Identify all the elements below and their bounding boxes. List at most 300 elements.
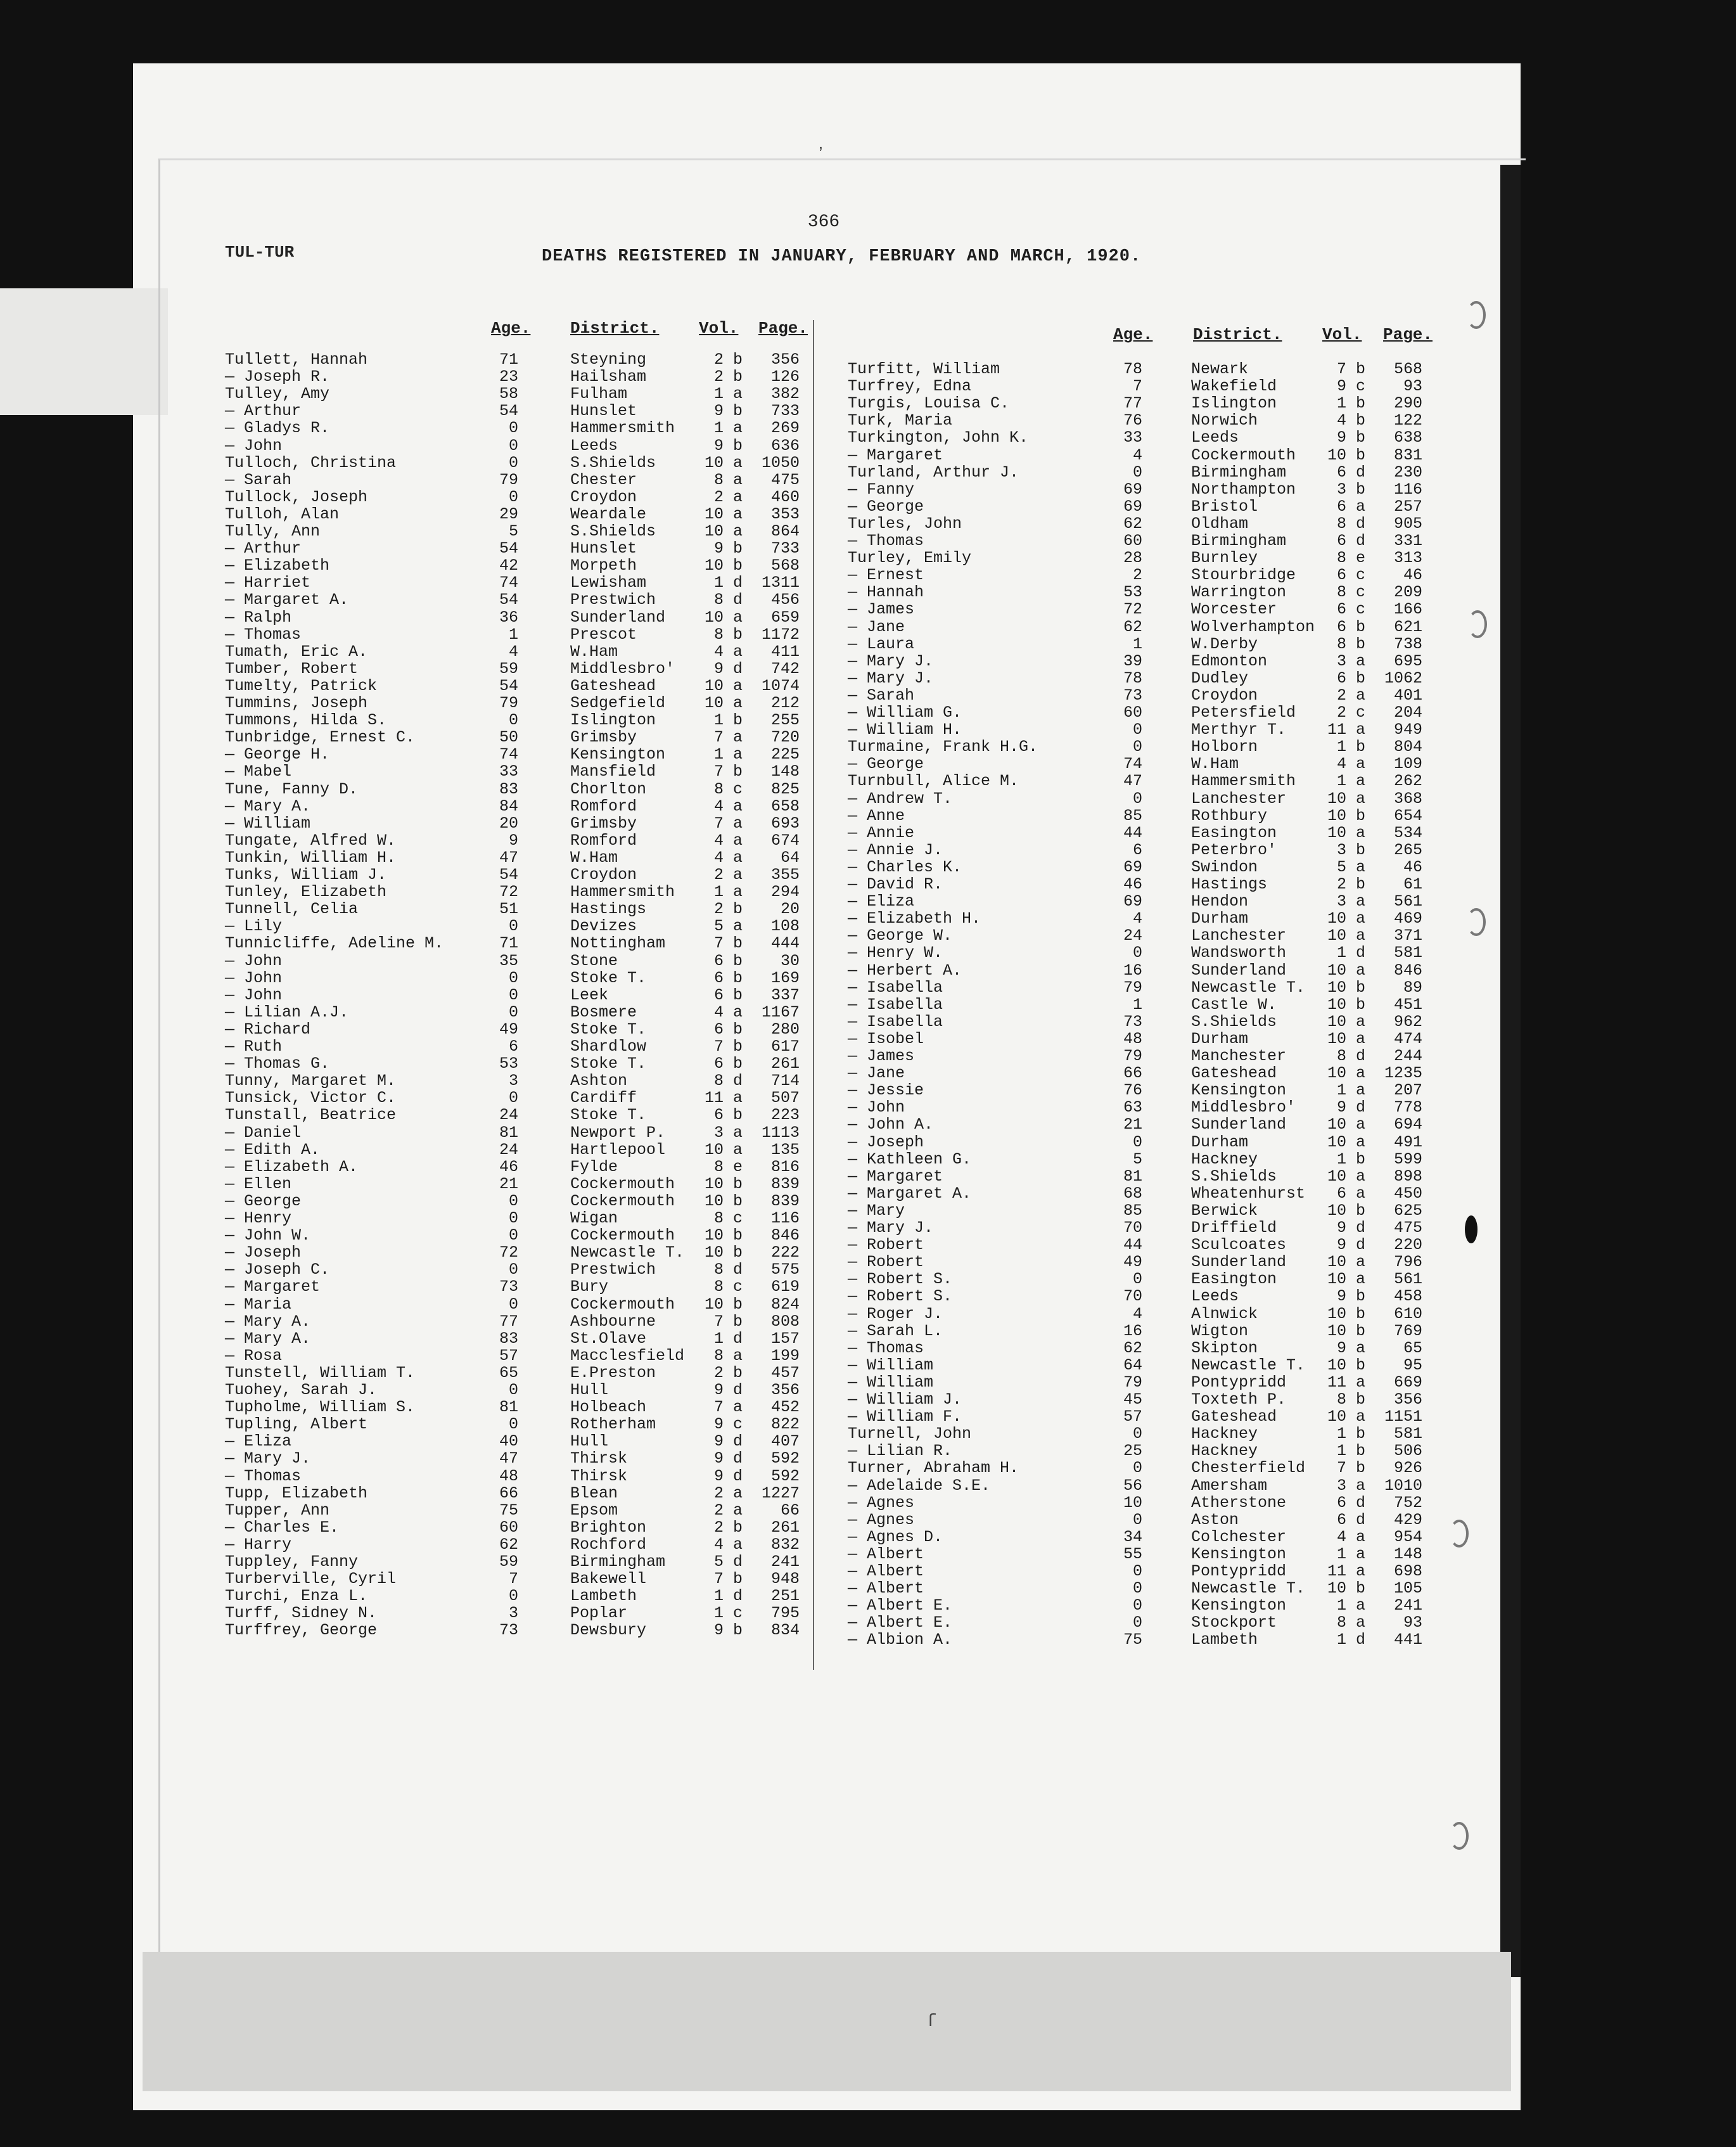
entry-page: 371 xyxy=(1393,926,1422,945)
entry-age: 29 xyxy=(499,504,518,523)
entry-age: 69 xyxy=(1123,497,1142,516)
entry-district: Chesterfield xyxy=(1191,1459,1306,1478)
register-entry xyxy=(0,1081,1736,1098)
entry-district: Nottingham xyxy=(570,934,666,953)
entry-age: 54 xyxy=(499,539,518,558)
entry-page: 95 xyxy=(1403,1355,1422,1375)
entry-name: — George xyxy=(848,497,924,516)
entry-name: Turffrey, George xyxy=(225,1621,378,1640)
entry-vol: 2 b xyxy=(1336,875,1365,894)
punch-hole xyxy=(1450,1520,1469,1548)
register-entry xyxy=(0,1407,1736,1425)
entry-age: 28 xyxy=(1123,549,1142,568)
entry-page: 839 xyxy=(770,1174,800,1193)
entry-age: 54 xyxy=(499,866,518,884)
entry-vol: 6 a xyxy=(1336,497,1365,516)
entry-age: 0 xyxy=(1132,944,1142,963)
entry-vol: 6 b xyxy=(713,951,743,970)
entry-page: 905 xyxy=(1393,514,1422,533)
entry-name: — John xyxy=(225,951,283,970)
entry-district: Hull xyxy=(570,1432,609,1451)
entry-age: 75 xyxy=(499,1501,518,1520)
entry-page: 265 xyxy=(1393,840,1422,859)
entry-age: 71 xyxy=(499,350,518,369)
entry-vol: 10 b xyxy=(704,1174,743,1193)
entry-page: 864 xyxy=(770,522,800,541)
entry-vol: 10 a xyxy=(1327,789,1365,808)
entry-district: Newport P. xyxy=(570,1123,666,1142)
entry-vol: 2 a xyxy=(713,487,743,506)
entry-page: 261 xyxy=(770,1054,800,1074)
entry-age: 58 xyxy=(499,385,518,404)
entry-page: 592 xyxy=(770,1466,800,1485)
register-entry xyxy=(0,532,1736,549)
entry-age: 76 xyxy=(1123,411,1142,430)
entry-district: Wandsworth xyxy=(1191,944,1287,963)
entry-district: Romford xyxy=(570,831,637,850)
entry-name: Turfrey, Edna xyxy=(848,377,972,396)
register-entry xyxy=(0,1528,1736,1545)
entry-district: Dewsbury xyxy=(570,1621,647,1640)
entry-vol: 9 d xyxy=(1336,1219,1365,1237)
entry-vol: 9 d xyxy=(1336,1098,1365,1117)
entry-vol: 1 a xyxy=(1336,772,1365,791)
entry-page: 506 xyxy=(1393,1442,1422,1461)
entry-district: Pontypridd xyxy=(1191,1562,1287,1580)
entry-vol: 1 a xyxy=(1336,1596,1365,1615)
entry-district: Thirsk xyxy=(570,1449,628,1468)
entry-name: — William xyxy=(848,1355,934,1375)
entry-district: Stoke T. xyxy=(570,968,647,987)
entry-district: Prestwich xyxy=(570,591,656,610)
entry-name: — Isabella xyxy=(848,1012,943,1031)
entry-name: — Margaret xyxy=(848,445,943,465)
register-entry xyxy=(0,1390,1736,1407)
register-entry xyxy=(0,1373,1736,1390)
entry-page: 846 xyxy=(770,1226,800,1245)
entry-vol: 10 b xyxy=(1327,1355,1365,1375)
left-vol-header: Vol. xyxy=(699,319,739,338)
entry-name: — Albert xyxy=(848,1562,924,1580)
entry-vol: 9 d xyxy=(713,1466,743,1485)
register-entry xyxy=(0,790,1736,807)
register-entry xyxy=(0,1098,1736,1115)
entry-page: 949 xyxy=(1393,721,1422,740)
entry-vol: 2 a xyxy=(1336,686,1365,705)
register-entry xyxy=(0,1150,1736,1167)
entry-page: 1050 xyxy=(761,453,800,472)
entry-name: — Mabel xyxy=(225,762,292,781)
register-entry xyxy=(0,446,1736,463)
entry-district: Wigan xyxy=(570,1209,618,1227)
entry-vol: 9 b xyxy=(1336,1287,1365,1306)
register-entry xyxy=(0,1305,1736,1322)
register-entry xyxy=(0,1013,1736,1030)
entry-name: — Herbert A. xyxy=(848,961,962,980)
entry-name: — George xyxy=(225,1191,302,1210)
entry-vol: 10 a xyxy=(1327,961,1365,980)
entry-name: — Thomas xyxy=(225,625,302,644)
entry-age: 59 xyxy=(499,659,518,678)
entry-page: 411 xyxy=(770,642,800,661)
entry-page: 222 xyxy=(770,1243,800,1262)
entry-vol: 6 d xyxy=(1336,463,1365,482)
entry-district: Chorlton xyxy=(570,779,647,798)
entry-district: Hailsham xyxy=(570,368,647,387)
entry-page: 66 xyxy=(780,1501,800,1520)
entry-name: — John W. xyxy=(225,1226,311,1245)
register-entry xyxy=(0,583,1736,600)
entry-district: W.Derby xyxy=(1191,634,1258,653)
entry-age: 83 xyxy=(499,1329,518,1348)
entry-page: 610 xyxy=(1393,1304,1422,1323)
entry-name: — Margaret A. xyxy=(225,591,349,610)
entry-name: — Eliza xyxy=(848,892,915,911)
entry-district: Stockport xyxy=(1191,1613,1277,1632)
entry-age: 4 xyxy=(508,642,518,661)
entry-vol: 11 a xyxy=(1327,1373,1365,1392)
register-entry xyxy=(0,480,1736,497)
entry-name: Turberville, Cyril xyxy=(225,1570,397,1589)
entry-page: 261 xyxy=(770,1518,800,1537)
entry-vol: 1 a xyxy=(713,745,743,764)
entry-page: 1167 xyxy=(761,1003,800,1022)
entry-page: 429 xyxy=(1393,1510,1422,1529)
entry-name: — Roger J. xyxy=(848,1304,943,1323)
entry-age: 24 xyxy=(499,1106,518,1125)
entry-vol: 8 d xyxy=(713,591,743,610)
entry-page: 93 xyxy=(1403,377,1422,396)
entry-name: Tumber, Robert xyxy=(225,659,359,678)
entry-name: — Robert xyxy=(848,1236,924,1255)
entry-page: 20 xyxy=(780,900,800,919)
entry-age: 0 xyxy=(508,711,518,730)
entry-name: — Ellen xyxy=(225,1174,292,1193)
entry-page: 46 xyxy=(1403,857,1422,876)
entry-age: 79 xyxy=(1123,1047,1142,1065)
entry-age: 73 xyxy=(499,1278,518,1297)
entry-vol: 10 a xyxy=(1327,1407,1365,1426)
left-age-header: Age. xyxy=(491,319,531,338)
entry-age: 0 xyxy=(508,1209,518,1227)
entry-name: — Mary A. xyxy=(225,1329,311,1348)
register-entry xyxy=(0,875,1736,892)
entry-district: Wakefield xyxy=(1191,377,1277,396)
entry-age: 0 xyxy=(508,487,518,506)
entry-vol: 10 a xyxy=(704,504,743,523)
entry-age: 44 xyxy=(1123,1236,1142,1255)
entry-district: Croydon xyxy=(1191,686,1258,705)
entry-vol: 10 a xyxy=(1327,1167,1365,1186)
entry-name: Turnbull, Alice M. xyxy=(848,772,1019,791)
entry-page: 241 xyxy=(1393,1596,1422,1615)
entry-district: Manchester xyxy=(1191,1047,1287,1065)
entry-vol: 7 b xyxy=(1336,1459,1365,1478)
entry-district: Devizes xyxy=(570,917,637,936)
entry-age: 0 xyxy=(1132,789,1142,808)
entry-district: Atherstone xyxy=(1191,1493,1287,1512)
entry-page: 898 xyxy=(1393,1167,1422,1186)
entry-page: 804 xyxy=(1393,738,1422,757)
entry-name: Turley, Emily xyxy=(848,549,972,568)
entry-vol: 3 a xyxy=(1336,1476,1365,1495)
entry-vol: 8 a xyxy=(713,1346,743,1365)
entry-page: 382 xyxy=(770,385,800,404)
entry-age: 54 xyxy=(499,402,518,421)
entry-vol: 10 a xyxy=(704,694,743,712)
entry-age: 63 xyxy=(1123,1098,1142,1117)
entry-age: 0 xyxy=(1132,1132,1142,1151)
entry-page: 451 xyxy=(1393,995,1422,1014)
entry-name: — Fanny xyxy=(848,480,915,499)
entry-age: 72 xyxy=(499,883,518,902)
entry-page: 290 xyxy=(1393,394,1422,413)
entry-district: Birmingham xyxy=(570,1553,666,1571)
entry-district: Stoke T. xyxy=(570,1106,647,1125)
register-entry xyxy=(0,566,1736,583)
entry-district: W.Ham xyxy=(570,848,618,867)
entry-page: 368 xyxy=(1393,789,1422,808)
entry-name: — Ralph xyxy=(225,608,292,627)
entry-page: 619 xyxy=(770,1278,800,1297)
entry-name: — David R. xyxy=(848,875,943,894)
entry-district: Hackney xyxy=(1191,1442,1258,1461)
entry-district: Holborn xyxy=(1191,738,1258,757)
entry-name: Tune, Fanny D. xyxy=(225,779,359,798)
entry-name: — William xyxy=(848,1373,934,1392)
entry-name: — Adelaide S.E. xyxy=(848,1476,991,1495)
entry-page: 126 xyxy=(770,368,800,387)
entry-vol: 7 a xyxy=(713,1398,743,1417)
entry-district: Grimsby xyxy=(570,814,637,833)
entry-district: Burnley xyxy=(1191,549,1258,568)
entry-age: 0 xyxy=(508,1226,518,1245)
entry-vol: 8 a xyxy=(713,470,743,489)
entry-page: 568 xyxy=(770,556,800,575)
entry-age: 3 xyxy=(508,1604,518,1623)
entry-district: Lewisham xyxy=(570,574,647,593)
entry-name: — Lilian R. xyxy=(848,1442,953,1461)
entry-district: Wigton xyxy=(1191,1321,1249,1340)
entry-vol: 10 b xyxy=(1327,995,1365,1014)
entry-page: 846 xyxy=(1393,961,1422,980)
register-entry xyxy=(0,1356,1736,1373)
entry-vol: 10 b xyxy=(704,1295,743,1314)
register-entry xyxy=(0,1562,1736,1579)
entry-age: 9 xyxy=(508,831,518,850)
entry-age: 0 xyxy=(508,968,518,987)
entry-page: 209 xyxy=(1393,583,1422,602)
entry-vol: 3 a xyxy=(1336,651,1365,670)
entry-name: — Joseph R. xyxy=(225,368,330,387)
register-entry xyxy=(0,1287,1736,1304)
entry-name: — Margaret A. xyxy=(848,1184,972,1203)
entry-name: — Arthur xyxy=(225,539,302,558)
entry-age: 48 xyxy=(1123,1029,1142,1048)
entry-vol: 8 c xyxy=(713,779,743,798)
entry-age: 0 xyxy=(1132,1562,1142,1580)
entry-vol: 5 a xyxy=(1336,857,1365,876)
entry-vol: 8 b xyxy=(713,625,743,644)
entry-vol: 6 d xyxy=(1336,1493,1365,1512)
entry-age: 0 xyxy=(1132,721,1142,740)
entry-age: 25 xyxy=(1123,1442,1142,1461)
entry-district: Bakewell xyxy=(570,1570,647,1589)
entry-page: 457 xyxy=(770,1363,800,1382)
entry-district: Lambeth xyxy=(1191,1631,1258,1650)
entry-page: 491 xyxy=(1393,1132,1422,1151)
entry-vol: 10 a xyxy=(1327,1253,1365,1272)
entry-district: Hunslet xyxy=(570,402,637,421)
entry-page: 954 xyxy=(1393,1527,1422,1546)
register-entry xyxy=(0,394,1736,411)
entry-page: 658 xyxy=(770,797,800,816)
entry-district: Hammersmith xyxy=(570,883,675,902)
entry-page: 148 xyxy=(1393,1544,1422,1563)
entry-name: — Anne xyxy=(848,806,905,825)
entry-age: 5 xyxy=(508,522,518,541)
entry-name: — Mary J. xyxy=(848,1219,934,1237)
entry-name: Turkington, John K. xyxy=(848,428,1029,447)
entry-district: Warrington xyxy=(1191,583,1287,602)
entry-vol: 6 d xyxy=(1336,532,1365,550)
entry-name: — George xyxy=(848,755,924,774)
entry-vol: 10 a xyxy=(1327,1064,1365,1083)
entry-vol: 6 b xyxy=(713,1020,743,1039)
entry-age: 54 xyxy=(499,676,518,695)
entry-vol: 2 b xyxy=(713,1518,743,1537)
entry-age: 72 xyxy=(499,1243,518,1262)
entry-page: 625 xyxy=(1393,1201,1422,1220)
entry-name: — Mary J. xyxy=(848,651,934,670)
entry-vol: 9 c xyxy=(1336,377,1365,396)
entry-page: 251 xyxy=(770,1587,800,1606)
punch-hole xyxy=(1468,610,1487,638)
entry-page: 832 xyxy=(770,1535,800,1554)
entry-page: 816 xyxy=(770,1157,800,1176)
entry-name: — Sarah xyxy=(225,470,292,489)
entry-district: Peterbro' xyxy=(1191,840,1277,859)
entry-age: 62 xyxy=(1123,514,1142,533)
entry-name: — John xyxy=(225,436,283,455)
entry-page: 1062 xyxy=(1384,669,1422,688)
entry-district: Sunderland xyxy=(1191,1115,1287,1134)
entry-vol: 6 b xyxy=(1336,617,1365,636)
entry-name: Tunks, William J. xyxy=(225,866,387,884)
entry-vol: 6 b xyxy=(713,1054,743,1074)
entry-vol: 10 a xyxy=(1327,1012,1365,1031)
entry-district: Gateshead xyxy=(1191,1064,1277,1083)
entry-district: Sedgefield xyxy=(570,694,666,712)
entry-name: — James xyxy=(848,1047,915,1065)
entry-age: 4 xyxy=(1132,909,1142,928)
entry-name: — Albert E. xyxy=(848,1613,953,1632)
entry-page: 669 xyxy=(1393,1373,1422,1392)
entry-district: Holbeach xyxy=(570,1398,647,1417)
entry-vol: 2 b xyxy=(713,1363,743,1382)
entry-age: 73 xyxy=(1123,686,1142,705)
entry-name: — Albert xyxy=(848,1579,924,1598)
entry-age: 69 xyxy=(1123,480,1142,499)
register-entry xyxy=(0,1579,1736,1596)
entry-name: — Lilian A.J. xyxy=(225,1003,349,1022)
entry-district: Epsom xyxy=(570,1501,618,1520)
entry-name: Tungate, Alfred W. xyxy=(225,831,397,850)
entry-age: 0 xyxy=(508,985,518,1004)
entry-age: 36 xyxy=(499,608,518,627)
entry-age: 47 xyxy=(499,1449,518,1468)
entry-district: Swindon xyxy=(1191,857,1258,876)
register-entry xyxy=(0,1613,1736,1631)
entry-district: Sunderland xyxy=(570,608,666,627)
entry-district: Croydon xyxy=(570,866,637,884)
entry-district: Driffield xyxy=(1191,1219,1277,1237)
entry-page: 89 xyxy=(1403,978,1422,997)
entry-name: — John xyxy=(848,1098,905,1117)
punch-hole xyxy=(1467,301,1486,329)
register-entry xyxy=(0,1425,1736,1442)
entry-vol: 1 a xyxy=(1336,1081,1365,1100)
entry-vol: 9 d xyxy=(1336,1236,1365,1255)
entry-age: 60 xyxy=(1123,703,1142,722)
entry-district: Kensington xyxy=(1191,1596,1287,1615)
entry-name: Tupling, Albert xyxy=(225,1415,368,1434)
entry-name: — Daniel xyxy=(225,1123,302,1142)
entry-page: 30 xyxy=(780,951,800,970)
entry-page: 458 xyxy=(1393,1287,1422,1306)
entry-district: Rothbury xyxy=(1191,806,1268,825)
entry-vol: 10 a xyxy=(704,522,743,541)
entry-name: — Isabella xyxy=(848,978,943,997)
entry-district: Bosmere xyxy=(570,1003,637,1022)
entry-district: Chester xyxy=(570,470,637,489)
register-entry xyxy=(0,824,1736,841)
entry-name: — Annie J. xyxy=(848,840,943,859)
entry-district: Aston xyxy=(1191,1510,1239,1529)
entry-page: 353 xyxy=(770,504,800,523)
entry-age: 64 xyxy=(1123,1355,1142,1375)
entry-age: 56 xyxy=(1123,1476,1142,1495)
entry-district: Oldham xyxy=(1191,514,1249,533)
entry-page: 269 xyxy=(770,419,800,438)
entry-name: — Joseph xyxy=(225,1243,302,1262)
entry-vol: 3 b xyxy=(1336,840,1365,859)
entry-age: 83 xyxy=(499,779,518,798)
entry-name: — Andrew T. xyxy=(848,789,953,808)
entry-name: — Agnes D. xyxy=(848,1527,943,1546)
entry-name: — Mary J. xyxy=(225,1449,311,1468)
entry-vol: 1 b xyxy=(1336,1442,1365,1461)
entry-district: Kensington xyxy=(1191,1081,1287,1100)
entry-age: 21 xyxy=(499,1174,518,1193)
entry-name: — Laura xyxy=(848,634,915,653)
entry-age: 79 xyxy=(1123,978,1142,997)
entry-page: 469 xyxy=(1393,909,1422,928)
entry-age: 39 xyxy=(1123,651,1142,670)
entry-page: 834 xyxy=(770,1621,800,1640)
entry-vol: 7 a xyxy=(713,728,743,747)
entry-district: Blean xyxy=(570,1484,618,1503)
entry-age: 24 xyxy=(499,1140,518,1159)
left-district-header: District. xyxy=(570,319,660,338)
entry-name: — Lily xyxy=(225,917,283,936)
entry-vol: 2 b xyxy=(713,368,743,387)
entry-district: Romford xyxy=(570,797,637,816)
entry-vol: 1 d xyxy=(713,1329,743,1348)
entry-age: 66 xyxy=(1123,1064,1142,1083)
entry-age: 0 xyxy=(508,1191,518,1210)
entry-vol: 2 a xyxy=(713,866,743,884)
